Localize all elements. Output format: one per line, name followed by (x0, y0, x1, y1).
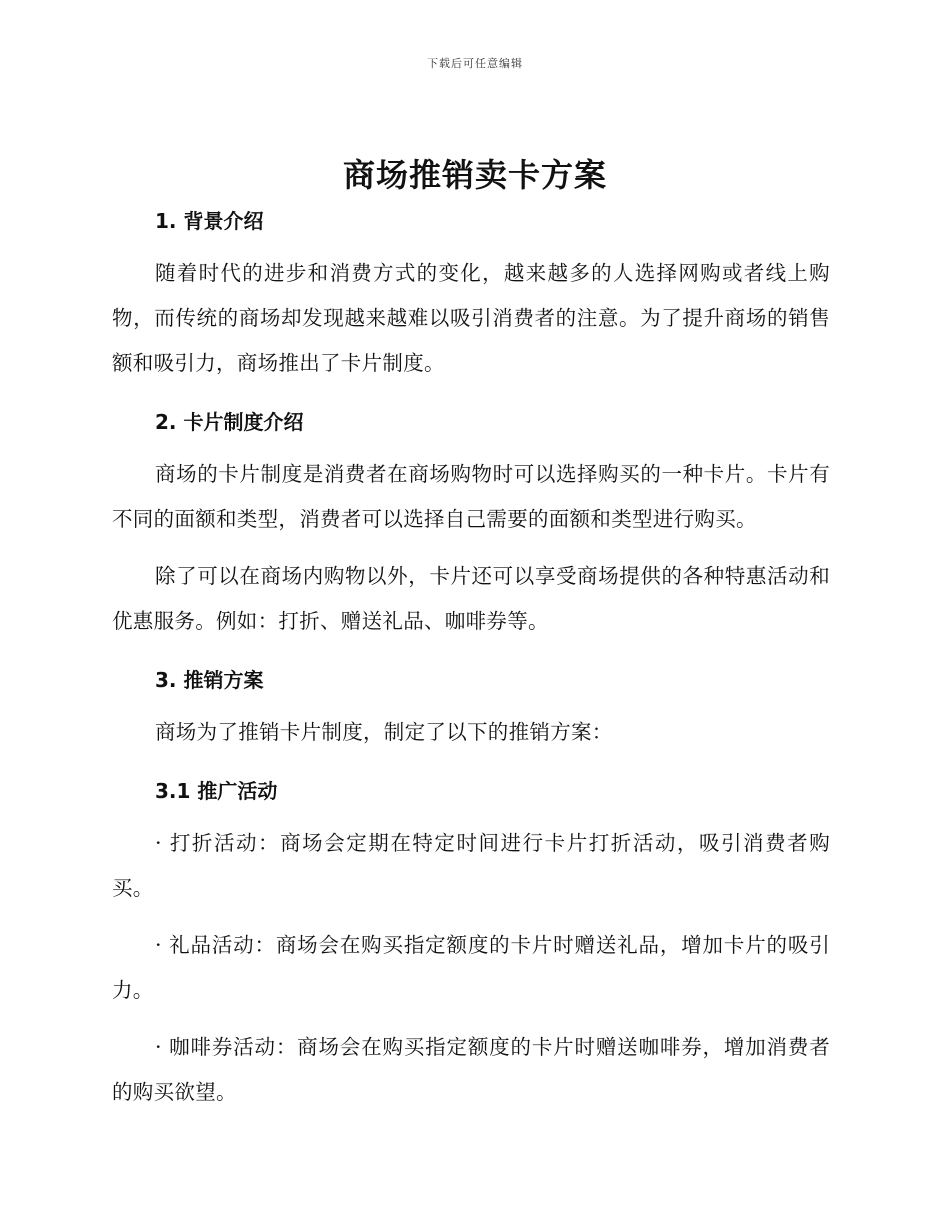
list-item: · 打折活动：商场会定期在特定时间进行卡片打折活动，吸引消费者购买。 (112, 831, 830, 900)
section-heading-background: 1. 背景介绍 (155, 209, 264, 233)
header-note: 下载后可任意编辑 (427, 57, 523, 70)
paragraph-promotion-plan: 商场为了推销卡片制度，制定了以下的推销方案： (155, 720, 613, 744)
section-heading-promotion-plan: 3. 推销方案 (155, 668, 264, 692)
paragraph-card-system-2: 除了可以在商场内购物以外，卡片还可以享受商场提供的各种特惠活动和优惠服务。例如：打折、赠送礼品、咖啡券等。 (112, 564, 830, 633)
list-item: · 咖啡券活动：商场会在购买指定额度的卡片时赠送咖啡券，增加消费者的购买欲望。 (112, 1035, 830, 1104)
list-item: · 礼品活动：商场会在购买指定额度的卡片时赠送礼品，增加卡片的吸引力。 (112, 933, 830, 1002)
section-heading-promo-activities: 3.1 推广活动 (155, 779, 278, 803)
paragraph-background: 随着时代的进步和消费方式的变化，越来越多的人选择网购或者线上购物，而传统的商场却发现越来越难以吸引消费者的注意。为了提升商场的销售额和吸引力，商场推出了卡片制度。 (112, 261, 830, 375)
document-title: 商场推销卖卡方案 (342, 156, 607, 194)
document-body (112, 203, 830, 1115)
section-heading-card-system: 2. 卡片制度介绍 (155, 410, 304, 434)
paragraph-card-system-1: 商场的卡片制度是消费者在商场购物时可以选择购买的一种卡片。卡片有不同的面额和类型，消费者可以选择自己需要的面额和类型进行购买。 (112, 462, 830, 531)
